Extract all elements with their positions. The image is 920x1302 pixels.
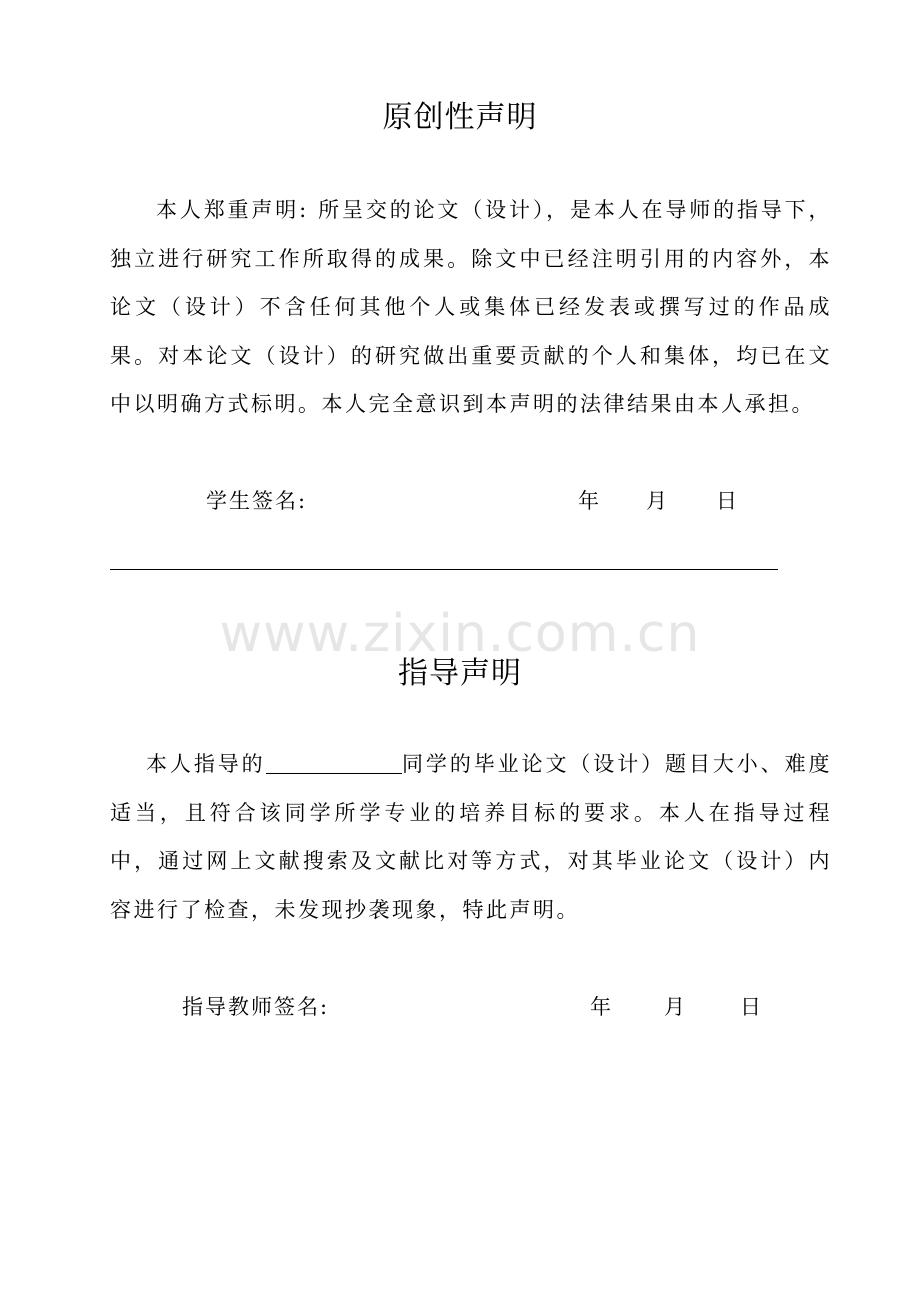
guidance-text-after-blank: 同学的毕业论文（设计）题目大小、难度适当，且符合该同学所学专业的培养目标的要求。本人在指导过程中，通过网上文献搜索及文献比对等方式，对其毕业论文（设计）内容进行了检查，未发现抄袭现象，特此声明。 (110, 752, 833, 922)
advisor-signature-label: 指导教师签名: (182, 995, 330, 1019)
student-date-month: 月 (646, 489, 667, 513)
advisor-date-day: 日 (740, 995, 761, 1019)
guidance-text-before-blank: 本人指导的 (146, 752, 266, 776)
student-signature-label: 学生签名: (206, 489, 308, 513)
section-divider (110, 569, 778, 570)
student-date-year: 年 (578, 489, 599, 513)
watermark: www.zixin.com.cn (219, 604, 701, 664)
student-name-blank[interactable] (266, 751, 402, 774)
student-date-day: 日 (716, 489, 737, 513)
guidance-statement-body (110, 740, 832, 934)
advisor-date-month: 月 (664, 995, 685, 1019)
originality-statement-body: 本人郑重声明: 所呈交的论文（设计），是本人在导师的指导下，独立进行研究工作所取得的成果。除文中已经注明引用的内容外，本论文（设计）不含任何其他个人或集体已经发表或撰写过的作品成果。对本论文（设计）的研究做出重要贡献的个人和集体，均已在文中以明确方式标明。本人完全意识到本声明的法律结果由本人承担。 (110, 198, 832, 416)
advisor-date-year: 年 (590, 995, 611, 1019)
originality-statement-title: 原创性声明 (382, 100, 538, 135)
guidance-statement-title: 指导声明 (398, 656, 522, 691)
